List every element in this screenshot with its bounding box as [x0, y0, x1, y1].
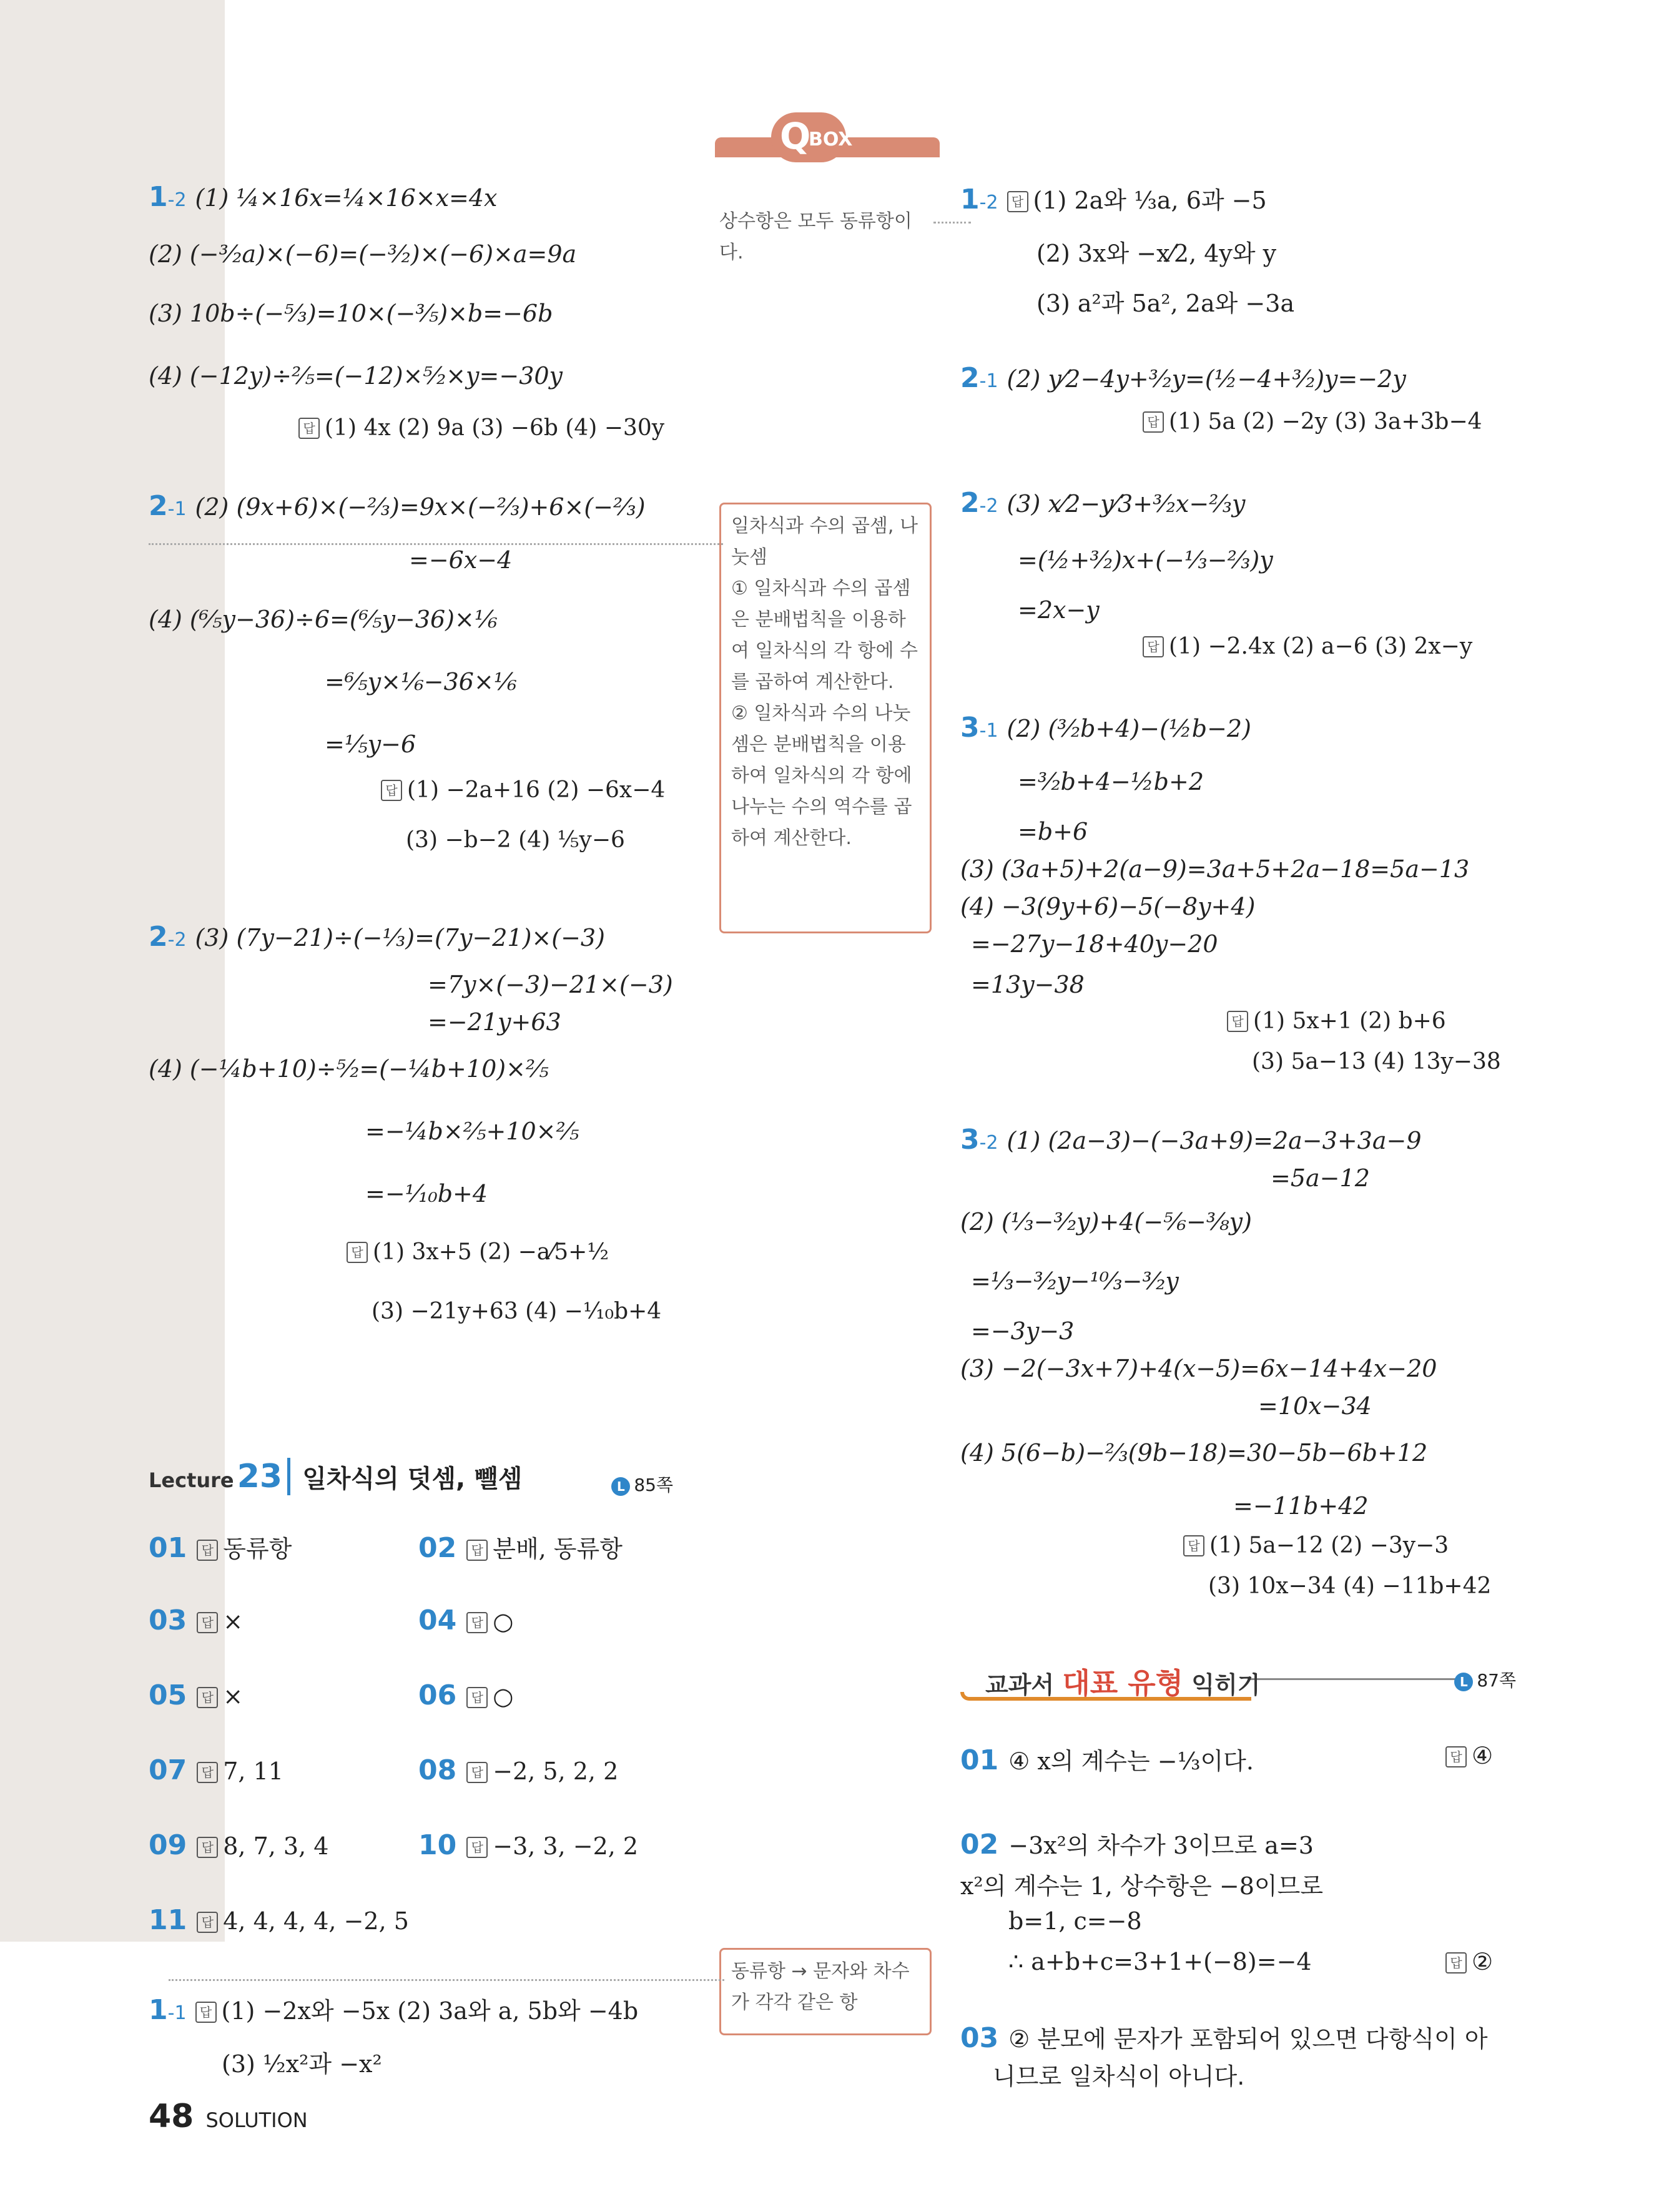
- right-3-1-line-5: (4) −3(9y+6)−5(−8y+4): [960, 893, 1256, 920]
- answer-marker: 답: [197, 1612, 218, 1633]
- right-2-2-line-2: =(½+³⁄₂)x+(−⅓−⅔)y: [1018, 546, 1273, 574]
- lecture-item-05: 05 답 ×: [149, 1679, 244, 1711]
- right-3-1-line-6: =−27y−18+40y−20: [971, 930, 1218, 958]
- right-2-2-answer: 답 (1) −2.4x (2) a−6 (3) 2x−y: [1143, 634, 1472, 659]
- answer-marker: 답: [197, 1912, 218, 1933]
- left-1-2-line-2: (2) (−³⁄₂a)×(−6)=(−³⁄₂)×(−6)×a=9a: [149, 240, 577, 268]
- right-3-1-line-1: 3-1 (2) (³⁄₂b+4)−(½b−2): [960, 712, 1251, 744]
- lecture-item-02: 02 답 분배, 동류항: [418, 1532, 623, 1564]
- problem-number: 3-1: [960, 712, 998, 744]
- answer-marker: 답: [381, 780, 402, 801]
- left-1-2-answer: 답 (1) 4x (2) 9a (3) −6b (4) −30y: [298, 415, 664, 441]
- lecture-title: 일차식의 덧셈, 뺄셈: [302, 1465, 523, 1493]
- left-2-1-line-1: 2-1 (2) (9x+6)×(−²⁄₃)=9x×(−²⁄₃)+6×(−²⁄₃): [149, 490, 646, 522]
- right-3-1-line-3: =b+6: [1018, 818, 1088, 845]
- answer-marker: 답: [197, 1837, 218, 1858]
- problem-number: 1-2: [960, 184, 998, 215]
- right-2-1-line-1: 2-1 (2) y⁄2−4y+³⁄₂y=(½−4+³⁄₂)y=−2y: [960, 362, 1406, 394]
- left-2-1-answer-2: (3) −b−2 (4) ⅕y−6: [406, 827, 625, 853]
- right-q03-line-2: 니므로 일차식이 아니다.: [993, 2063, 1245, 2090]
- qbox-note-like-terms: 동류항 → 문자와 차수가 각각 같은 항: [719, 1948, 932, 2035]
- answer-marker: 답: [347, 1242, 368, 1263]
- right-q02-line-2: x²의 계수는 1, 상수항은 −8이므로: [960, 1872, 1324, 1900]
- right-3-2-line-9: =−11b+42: [1233, 1492, 1369, 1520]
- qbox-note-title: 일차식과 수의 곱셈, 나눗셈: [731, 515, 918, 568]
- section-title: 교과서 대표 유형 익히기: [985, 1666, 1261, 1700]
- answer-marker: 답: [466, 1837, 488, 1858]
- problem-number: 3-2: [960, 1124, 998, 1156]
- answer-marker: 답: [1183, 1535, 1204, 1556]
- answer-marker: 답: [1445, 1746, 1467, 1767]
- right-1-2-line-1: 1-2 답 (1) 2a와 ⅓a, 6과 −5: [960, 184, 1267, 215]
- right-q02-line-4: ∴ a+b+c=3+1+(−8)=−4: [1008, 1948, 1312, 1975]
- page-footer: [149, 2098, 308, 2135]
- qbox-pointer: [933, 222, 971, 224]
- right-1-2-line-3: (3) a²과 5a², 2a와 −3a: [1036, 290, 1295, 317]
- answer-marker: 답: [466, 1687, 488, 1708]
- qbox-pointer-3: [169, 1979, 724, 1981]
- right-3-2-line-3: (2) (⅓−³⁄₂y)+4(−⁵⁄₆−³⁄₈y): [960, 1208, 1252, 1236]
- qbox-note-item-1: ① 일차식과 수의 곱셈은 분배법칙을 이용하여 일차식의 각 항에 수를 곱하여 계산한다.: [731, 578, 918, 693]
- answer-marker: 답: [1143, 636, 1164, 657]
- right-3-2-line-6: (3) −2(−3x+7)+4(x−5)=6x−14+4x−20: [960, 1355, 1437, 1382]
- lecture-item-03: 03 답 ×: [149, 1605, 244, 1636]
- section-header: [960, 1654, 1522, 1704]
- lecture-header: [149, 1458, 698, 1502]
- right-2-2-line-1: 2-2 (3) x⁄2−y⁄3+³⁄₂x−⅔y: [960, 487, 1246, 519]
- lecture-item-04: 04 답 ○: [418, 1605, 514, 1636]
- right-3-2-line-7: =10x−34: [1258, 1392, 1372, 1420]
- lecture-item-11: 11 답 4, 4, 4, 4, −2, 5: [149, 1904, 409, 1936]
- right-3-2-answer-1: 답 (1) 5a−12 (2) −3y−3: [1183, 1533, 1449, 1558]
- right-q02-line-3: b=1, c=−8: [1008, 1907, 1142, 1935]
- lecture-item-01: 01 답 동류항: [149, 1532, 292, 1564]
- answer-marker: 답: [298, 418, 320, 439]
- right-2-2-line-3: =2x−y: [1018, 596, 1100, 624]
- qbox-note-multiplication: [719, 503, 932, 933]
- answer-marker: 답: [466, 1762, 488, 1783]
- lecture-number: 23: [237, 1458, 290, 1495]
- qbox-q-letter: Q: [780, 115, 811, 157]
- right-q03-line-1: 03 ② 분모에 문자가 포함되어 있으면 다항식이 아: [960, 2022, 1488, 2054]
- lecture-item-06: 06 답 ○: [418, 1679, 514, 1711]
- answer-marker: 답: [195, 2002, 217, 2023]
- lecture-item-09: 09 답 8, 7, 3, 4: [149, 1829, 329, 1861]
- answer-marker: 답: [466, 1540, 488, 1561]
- qbox-note-constants: 상수항은 모두 동류항이다.: [719, 210, 912, 263]
- lecture-item-08: 08 답 −2, 5, 2, 2: [418, 1754, 619, 1786]
- right-q01: 01 ④ x의 계수는 −⅓이다.: [960, 1744, 1254, 1776]
- qbox-pointer-2: [149, 543, 723, 545]
- left-2-2-line-4: (4) (−¼b+10)÷⁵⁄₂=(−¼b+10)×²⁄₅: [149, 1055, 549, 1083]
- lecture-1-1-line-2: (3) ½x²과 −x²: [222, 2050, 382, 2078]
- lecture-item-10: 10 답 −3, 3, −2, 2: [418, 1829, 639, 1861]
- lecture-word: Lecture: [149, 1468, 234, 1492]
- problem-number: 2-1: [149, 490, 187, 522]
- left-1-2-line-1: 1-2 (1) ¼×16x=¼×16×x=4x: [149, 181, 498, 213]
- right-3-1-answer-2: (3) 5a−13 (4) 13y−38: [1252, 1049, 1501, 1074]
- page-number: 48: [149, 2098, 194, 2135]
- problem-number: 1-1: [149, 1994, 187, 2026]
- right-3-1-line-4: (3) (3a+5)+2(a−9)=3a+5+2a−18=5a−13: [960, 855, 1470, 883]
- lecture-1-1-line-1: 1-1 답 (1) −2x와 −5x (2) 3a와 a, 5b와 −4b: [149, 1994, 639, 2026]
- left-2-2-line-2: =7y×(−3)−21×(−3): [428, 971, 673, 998]
- left-1-2-line-4: (4) (−12y)÷²⁄₅=(−12)×⁵⁄₂×y=−30y: [149, 362, 563, 390]
- right-3-2-line-8: (4) 5(6−b)−⅔(9b−18)=30−5b−6b+12: [960, 1439, 1428, 1467]
- qbox-header: [715, 112, 940, 169]
- right-1-2-line-2: (2) 3x와 −x⁄2, 4y와 y: [1036, 240, 1277, 267]
- left-2-2-line-6: =−¹⁄₁₀b+4: [365, 1180, 488, 1207]
- left-2-1-line-5: =⅕y−6: [325, 730, 416, 758]
- right-3-1-line-2: =³⁄₂b+4−½b+2: [1018, 768, 1204, 795]
- right-3-1-line-7: =13y−38: [971, 971, 1085, 998]
- right-3-2-line-5: =−3y−3: [971, 1317, 1075, 1345]
- answer-marker: 답: [1007, 191, 1028, 212]
- answer-marker: 답: [1445, 1952, 1467, 1974]
- right-q01-answer: 답 ④: [1445, 1742, 1493, 1769]
- qbox-logo: [771, 112, 853, 162]
- section-title-highlight: 대표 유형: [1062, 1666, 1184, 1700]
- right-3-2-line-1: 3-2 (1) (2a−3)−(−3a+9)=2a−3+3a−9: [960, 1124, 1422, 1156]
- right-q02-answer: 답 ②: [1445, 1948, 1493, 1975]
- problem-number: 1-2: [149, 181, 187, 213]
- section-page-ref: L 87쪽: [1454, 1667, 1516, 1692]
- left-2-2-line-3: =−21y+63: [428, 1008, 561, 1036]
- answer-marker: 답: [1143, 411, 1164, 433]
- page-badge-icon: L: [1454, 1673, 1473, 1691]
- qbox-column: [0, 0, 225, 1942]
- answer-marker: 답: [197, 1540, 218, 1561]
- answer-marker: 답: [197, 1687, 218, 1708]
- answer-marker: 답: [197, 1762, 218, 1783]
- problem-number: 2-1: [960, 362, 998, 394]
- answer-marker: 답: [466, 1612, 488, 1633]
- left-2-2-line-5: =−¼b×²⁄₅+10×²⁄₅: [365, 1118, 579, 1145]
- lecture-page-ref: L 85쪽: [611, 1472, 673, 1497]
- answer-marker: 답: [1227, 1011, 1248, 1032]
- right-3-2-answer-2: (3) 10x−34 (4) −11b+42: [1208, 1573, 1492, 1599]
- right-3-1-answer-1: 답 (1) 5x+1 (2) b+6: [1227, 1008, 1446, 1034]
- left-2-2-line-1: 2-2 (3) (7y−21)÷(−⅓)=(7y−21)×(−3): [149, 921, 605, 953]
- footer-label: SOLUTION: [205, 2108, 308, 2132]
- right-3-2-line-2: =5a−12: [1271, 1164, 1370, 1192]
- right-2-1-answer: 답 (1) 5a (2) −2y (3) 3a+3b−4: [1143, 409, 1482, 435]
- page-badge-icon: L: [611, 1477, 630, 1496]
- right-q02-line-1: 02 −3x²의 차수가 3이므로 a=3: [960, 1829, 1314, 1861]
- right-3-2-line-4: =⅓−³⁄₂y−¹⁰⁄₃−³⁄₂y: [971, 1267, 1179, 1295]
- left-2-1-answer-1: 답 (1) −2a+16 (2) −6x−4: [381, 777, 665, 803]
- problem-number: 2-2: [149, 921, 187, 953]
- qbox-note-item-2: ② 일차식과 수의 나눗셈은 분배법칙을 이용하여 일차식의 각 항에 나누는 수의 역수를 곱하여 계산한다.: [731, 702, 912, 849]
- left-2-2-answer-2: (3) −21y+63 (4) −¹⁄₁₀b+4: [372, 1299, 662, 1324]
- section-rule: [1248, 1678, 1472, 1680]
- left-2-1-line-3: (4) (⁶⁄₅y−36)÷6=(⁶⁄₅y−36)×⅙: [149, 606, 498, 633]
- left-2-2-answer-1: 답 (1) 3x+5 (2) −a⁄5+½: [347, 1239, 609, 1265]
- left-1-2-line-3: (3) 10b÷(−⁵⁄₃)=10×(−³⁄₅)×b=−6b: [149, 300, 553, 327]
- problem-number: 2-2: [960, 487, 998, 519]
- lecture-item-07: 07 답 7, 11: [149, 1754, 283, 1786]
- left-2-1-line-4: =⁶⁄₅y×⅙−36×⅙: [325, 668, 517, 696]
- left-2-1-line-2: =−6x−4: [409, 546, 513, 574]
- qbox-box-word: BOX: [809, 129, 853, 150]
